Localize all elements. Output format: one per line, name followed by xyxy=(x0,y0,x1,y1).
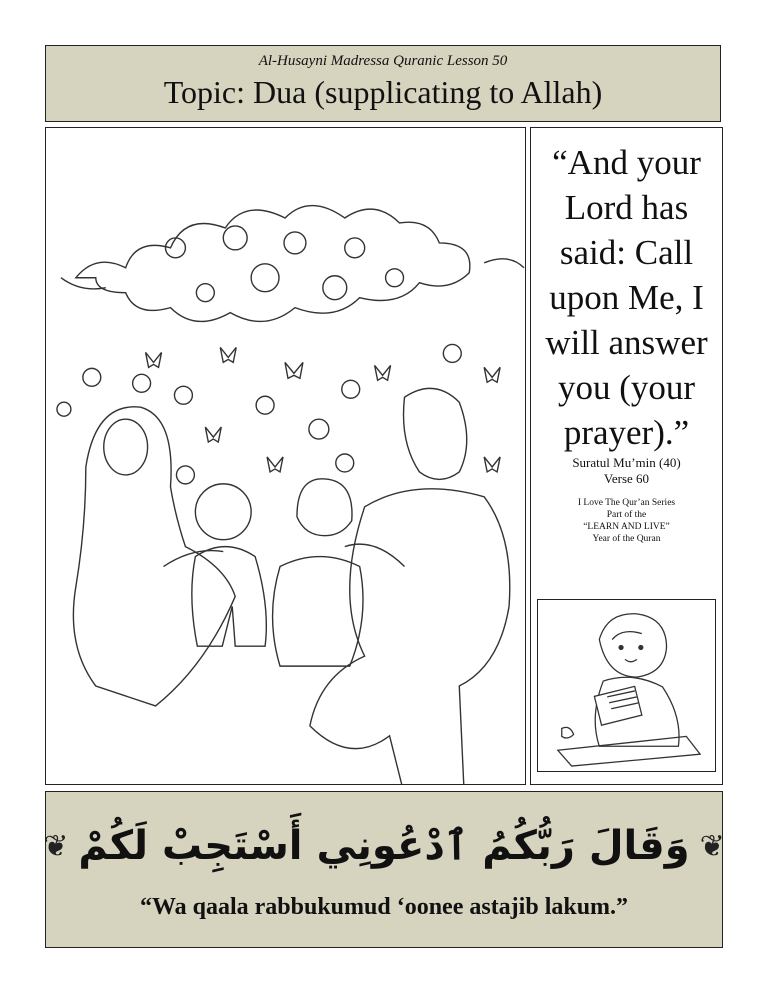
verse-panel xyxy=(45,791,723,948)
arabic-verse: وَقَالَ رَبُّكُمُ ٱدْعُونِي أَسْتَجِبْ لَكُمْ xyxy=(78,823,690,869)
series-info xyxy=(531,497,722,545)
arabic-verse-row xyxy=(43,814,725,878)
family-praying-illustration xyxy=(45,127,526,785)
girl-figure xyxy=(273,479,363,666)
surah-reference: Suratul Mu’min (40) xyxy=(572,455,681,470)
father-figure xyxy=(310,388,510,784)
ornament-right-icon: ❦ xyxy=(699,829,725,863)
lesson-title: Al-Husayni Madressa Quranic Lesson 50 xyxy=(258,53,508,69)
cloud-icon xyxy=(61,206,524,322)
transliteration: “Wa qaala rabbukumud ‘oonee astajib lakum.” xyxy=(139,894,629,920)
lesson-header xyxy=(45,45,721,122)
series-line-4: Year of the Quran xyxy=(592,534,661,544)
flower-icon xyxy=(57,344,461,483)
series-line-3: “LEARN AND LIVE” xyxy=(583,522,670,532)
butterfly-icon xyxy=(146,347,501,471)
quote-panel xyxy=(530,127,723,785)
ornament-left-icon: ❦ xyxy=(43,829,69,863)
mother-figure xyxy=(73,407,235,706)
series-line-2: Part of the xyxy=(606,510,647,520)
boy-figure xyxy=(192,484,266,646)
topic-title: Topic: Dua (supplicating to Allah) xyxy=(163,74,603,110)
quran-quote: “And your Lord has said: Call upon Me, I will answer you (your prayer).” xyxy=(545,143,708,452)
verse-reference: Verse 60 xyxy=(603,471,650,486)
series-line-1: I Love The Qur’an Series xyxy=(577,498,676,508)
girl-reading-quran-illustration xyxy=(537,599,716,772)
